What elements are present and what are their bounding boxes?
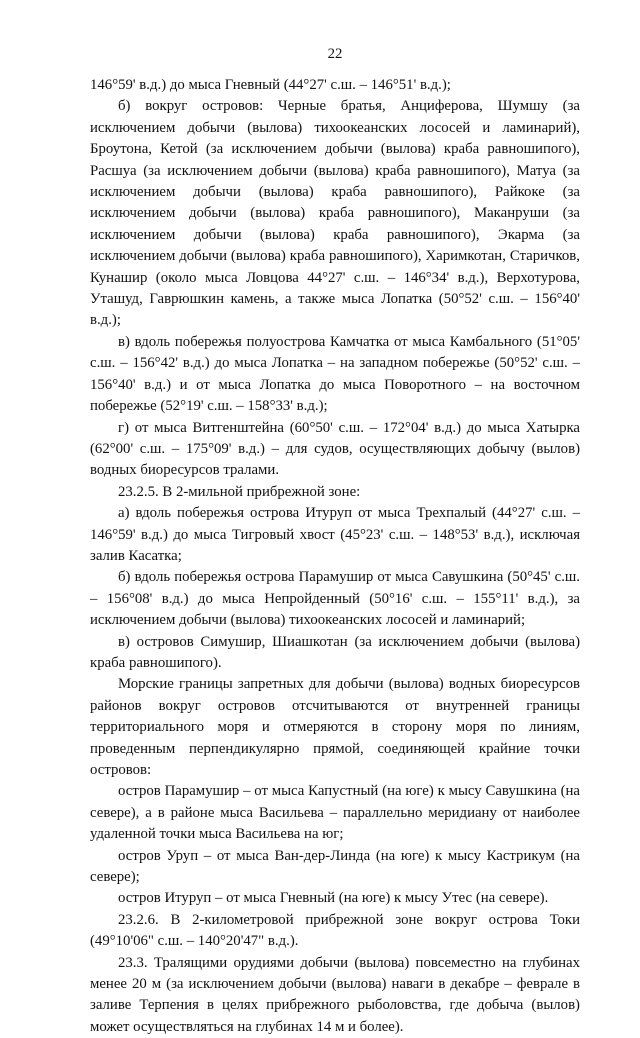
paragraph-item-b-islands: б) вокруг островов: Черные братья, Анциферова, Шумшу (за исключением добычи (вылова) тихоокеанских лососей и ламинарий), Броутона, Кетой (за исключением добычи (вылова) краба равношипого), Расшуа (за исключением добычи (вылова) краба равношипого), Матуа (за исключением добычи (вылова) краба равношипого), Райкоке (за исключением добычи (вылова) краба равношипого), Маканруши (за исключением добычи (вылова) краба равношипого), Экарма (за исключением добычи (вылова) краба равношипого), Харимкотан, Старичков, Кунашир (около мыса Ловцова 44°27' с.ш. – 146°34' в.д.), Верхотурова, Уташуд, Гаврюшкин камень, а также мыса Лопатка (50°52' с.ш. – 156°40' в.д.); [90, 98, 580, 329]
page-number: 22 [327, 46, 343, 62]
paragraph-section-23-3: 23.3. Тралящими орудиями добычи (вылова) повсеместно на глубинах менее 20 м (за исключением добычи (вылова) наваги в декабре – феврале в заливе Терпения в целях прибрежного рыболовства, где добыча (вылов) может осуществляться на глубинах 14 м и более). [90, 954, 580, 1035]
paragraph-item-a-iturup: а) вдоль побережья острова Итуруп от мыса Трехпалый (44°27' с.ш. – 146°59' в.д.) до мыса Тигровый хвост (45°23' с.ш. – 148°53' в.д.), исключая залив Касатка; [90, 505, 580, 564]
paragraph-item-g-wittgenstein: г) от мыса Витгенштейна (60°50' с.ш. – 172°04' в.д.) до мыса Хатырка (62°00' с.ш. – 175°09' в.д.) – для судов, осуществляющих добычу (вылов) водных биоресурсов тралами. [90, 419, 580, 479]
paragraph-item-v-simushir: в) островов Симушир, Шиашкотан (за исключением добычи (вылова) краба равношипого). [90, 633, 580, 671]
paragraph-sea-borders: Морские границы запретных для добычи (вылова) водных биоресурсов районов вокруг островов отсчитываются от внутренней границы территориального моря и отмеряются в сторону моря по линиям, проведенным перпендикулярно прямой, соединяющей крайние точки островов: [90, 676, 580, 778]
paragraph-continuation: 146°59' в.д.) до мыса Гневный (44°27' с.ш. – 146°51' в.д.); [90, 77, 451, 93]
paragraph-section-23-2-5: 23.2.5. В 2-мильной прибрежной зоне: [118, 483, 361, 500]
paragraph-island-iturup: остров Итуруп – от мыса Гневный (на юге) к мысу Утес (на севере). [118, 890, 549, 907]
paragraph-item-b-paramushir: б) вдоль побережья острова Парамушир от мыса Савушкина (50°45' с.ш. – 156°08' в.д.) до мыса Непройденный (50°16' с.ш. – 155°11' в.д.), за исключением добычи (вылова) тихоокеанских лососей и ламинарий; [90, 569, 580, 629]
paragraph-island-urup: остров Уруп – от мыса Ван-дер-Линда (на юге) к мысу Кастрикум (на севере); [90, 847, 580, 886]
paragraph-item-v-kamchatka: в) вдоль побережья полуострова Камчатка от мыса Камбального (51°05' с.ш. – 156°42' в.д.) до мыса Лопатка – на западном побережье (50°52' с.ш. – 156°40' в.д.) и от мыса Лопатка до мыса Поворотного – на восточном побережье (52°19' с.ш. – 158°33' в.д.); [90, 333, 580, 415]
paragraph-island-paramushir: остров Парамушир – от мыса Капустный (на юге) к мысу Савушкина (на севере), а в районе мыса Васильева – параллельно меридиану от наиболее удаленной точки мыса Васильева на юг; [90, 783, 580, 843]
paragraph-section-23-2-6: 23.2.6. В 2-километровой прибрежной зоне вокруг острова Токи (49°10'06" с.ш. – 140°20'47" в.д.). [90, 911, 580, 950]
